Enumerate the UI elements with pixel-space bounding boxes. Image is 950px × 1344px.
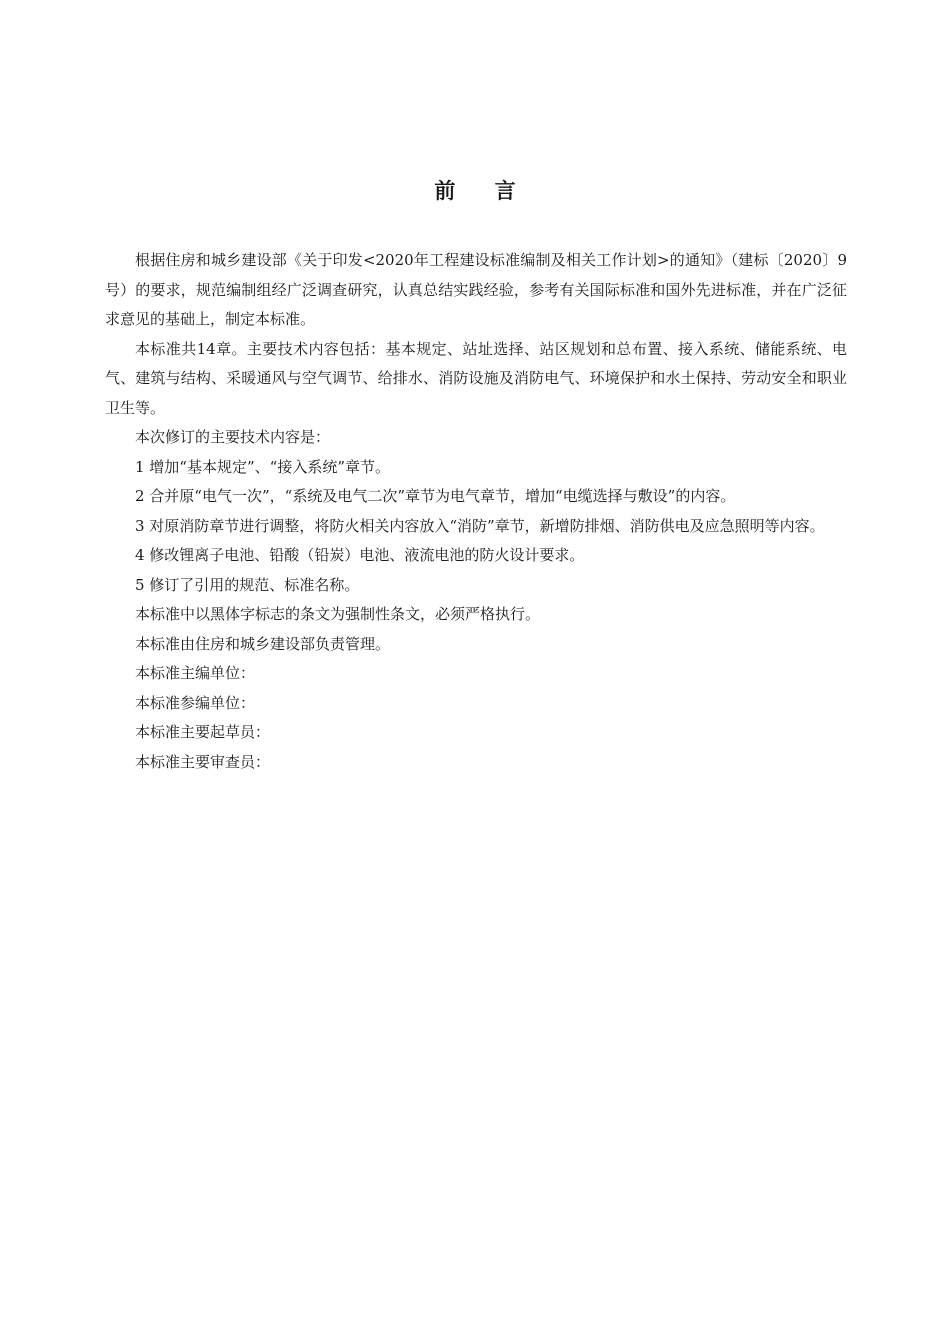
paragraph-mandatory: 本标准中以黑体字标志的条文为强制性条文，必须严格执行。 (135, 605, 541, 623)
page-title: 前 言 (434, 179, 532, 203)
revision-item-3: 3 对原消防章节进行调整，将防火相关内容放入“消防”章节，新增防排烟、消防供电及应急照明等内容。 (135, 516, 825, 535)
revision-item-5: 5 修订了引用的规范、标准名称。 (135, 575, 360, 594)
paragraph-management: 本标准由住房和城乡建设部负责管理。 (135, 634, 391, 653)
main-reviewers: 本标准主要审查员： (135, 752, 271, 771)
revision-item-4: 4 修改锂离子电池、铅酸（铅炭）电池、液流电池的防火设计要求。 (135, 546, 585, 564)
revision-item-1: 1 增加“基本规定”、“接入系统”章节。 (135, 457, 390, 476)
paragraph-revision-intro: 本次修订的主要技术内容是： (135, 428, 331, 446)
paragraph-chapters: 本标准共14章。主要技术内容包括：基本规定、站址选择、站区规划和总布置、接入系统、储能系统、电气、建筑与结构、采暖通风与空气调节、给排水、消防设施及消防电气、环境保护和水土保持、劳动安全和职业卫生等。 (105, 339, 847, 417)
preface-body (105, 246, 847, 777)
revision-item-2: 2 合并原“电气一次”，“系统及电气二次”章节为电气章节，增加“电缆选择与敷设”的内容。 (135, 487, 736, 505)
participating-units: 本标准参编单位： (135, 693, 256, 712)
paragraph-basis: 根据住房和城乡建设部《关于印发<2020年工程建设标准编制及相关工作计划>的通知》（建标〔2020〕9号）的要求，规范编制组经广泛调查研究，认真总结实践经验，参考有关国际标准和国外先进标准，并在广泛征求意见的基础上，制定本标准。 (105, 251, 847, 328)
chief-editor-unit: 本标准主编单位： (135, 664, 256, 682)
main-drafters: 本标准主要起草员： (135, 723, 271, 741)
